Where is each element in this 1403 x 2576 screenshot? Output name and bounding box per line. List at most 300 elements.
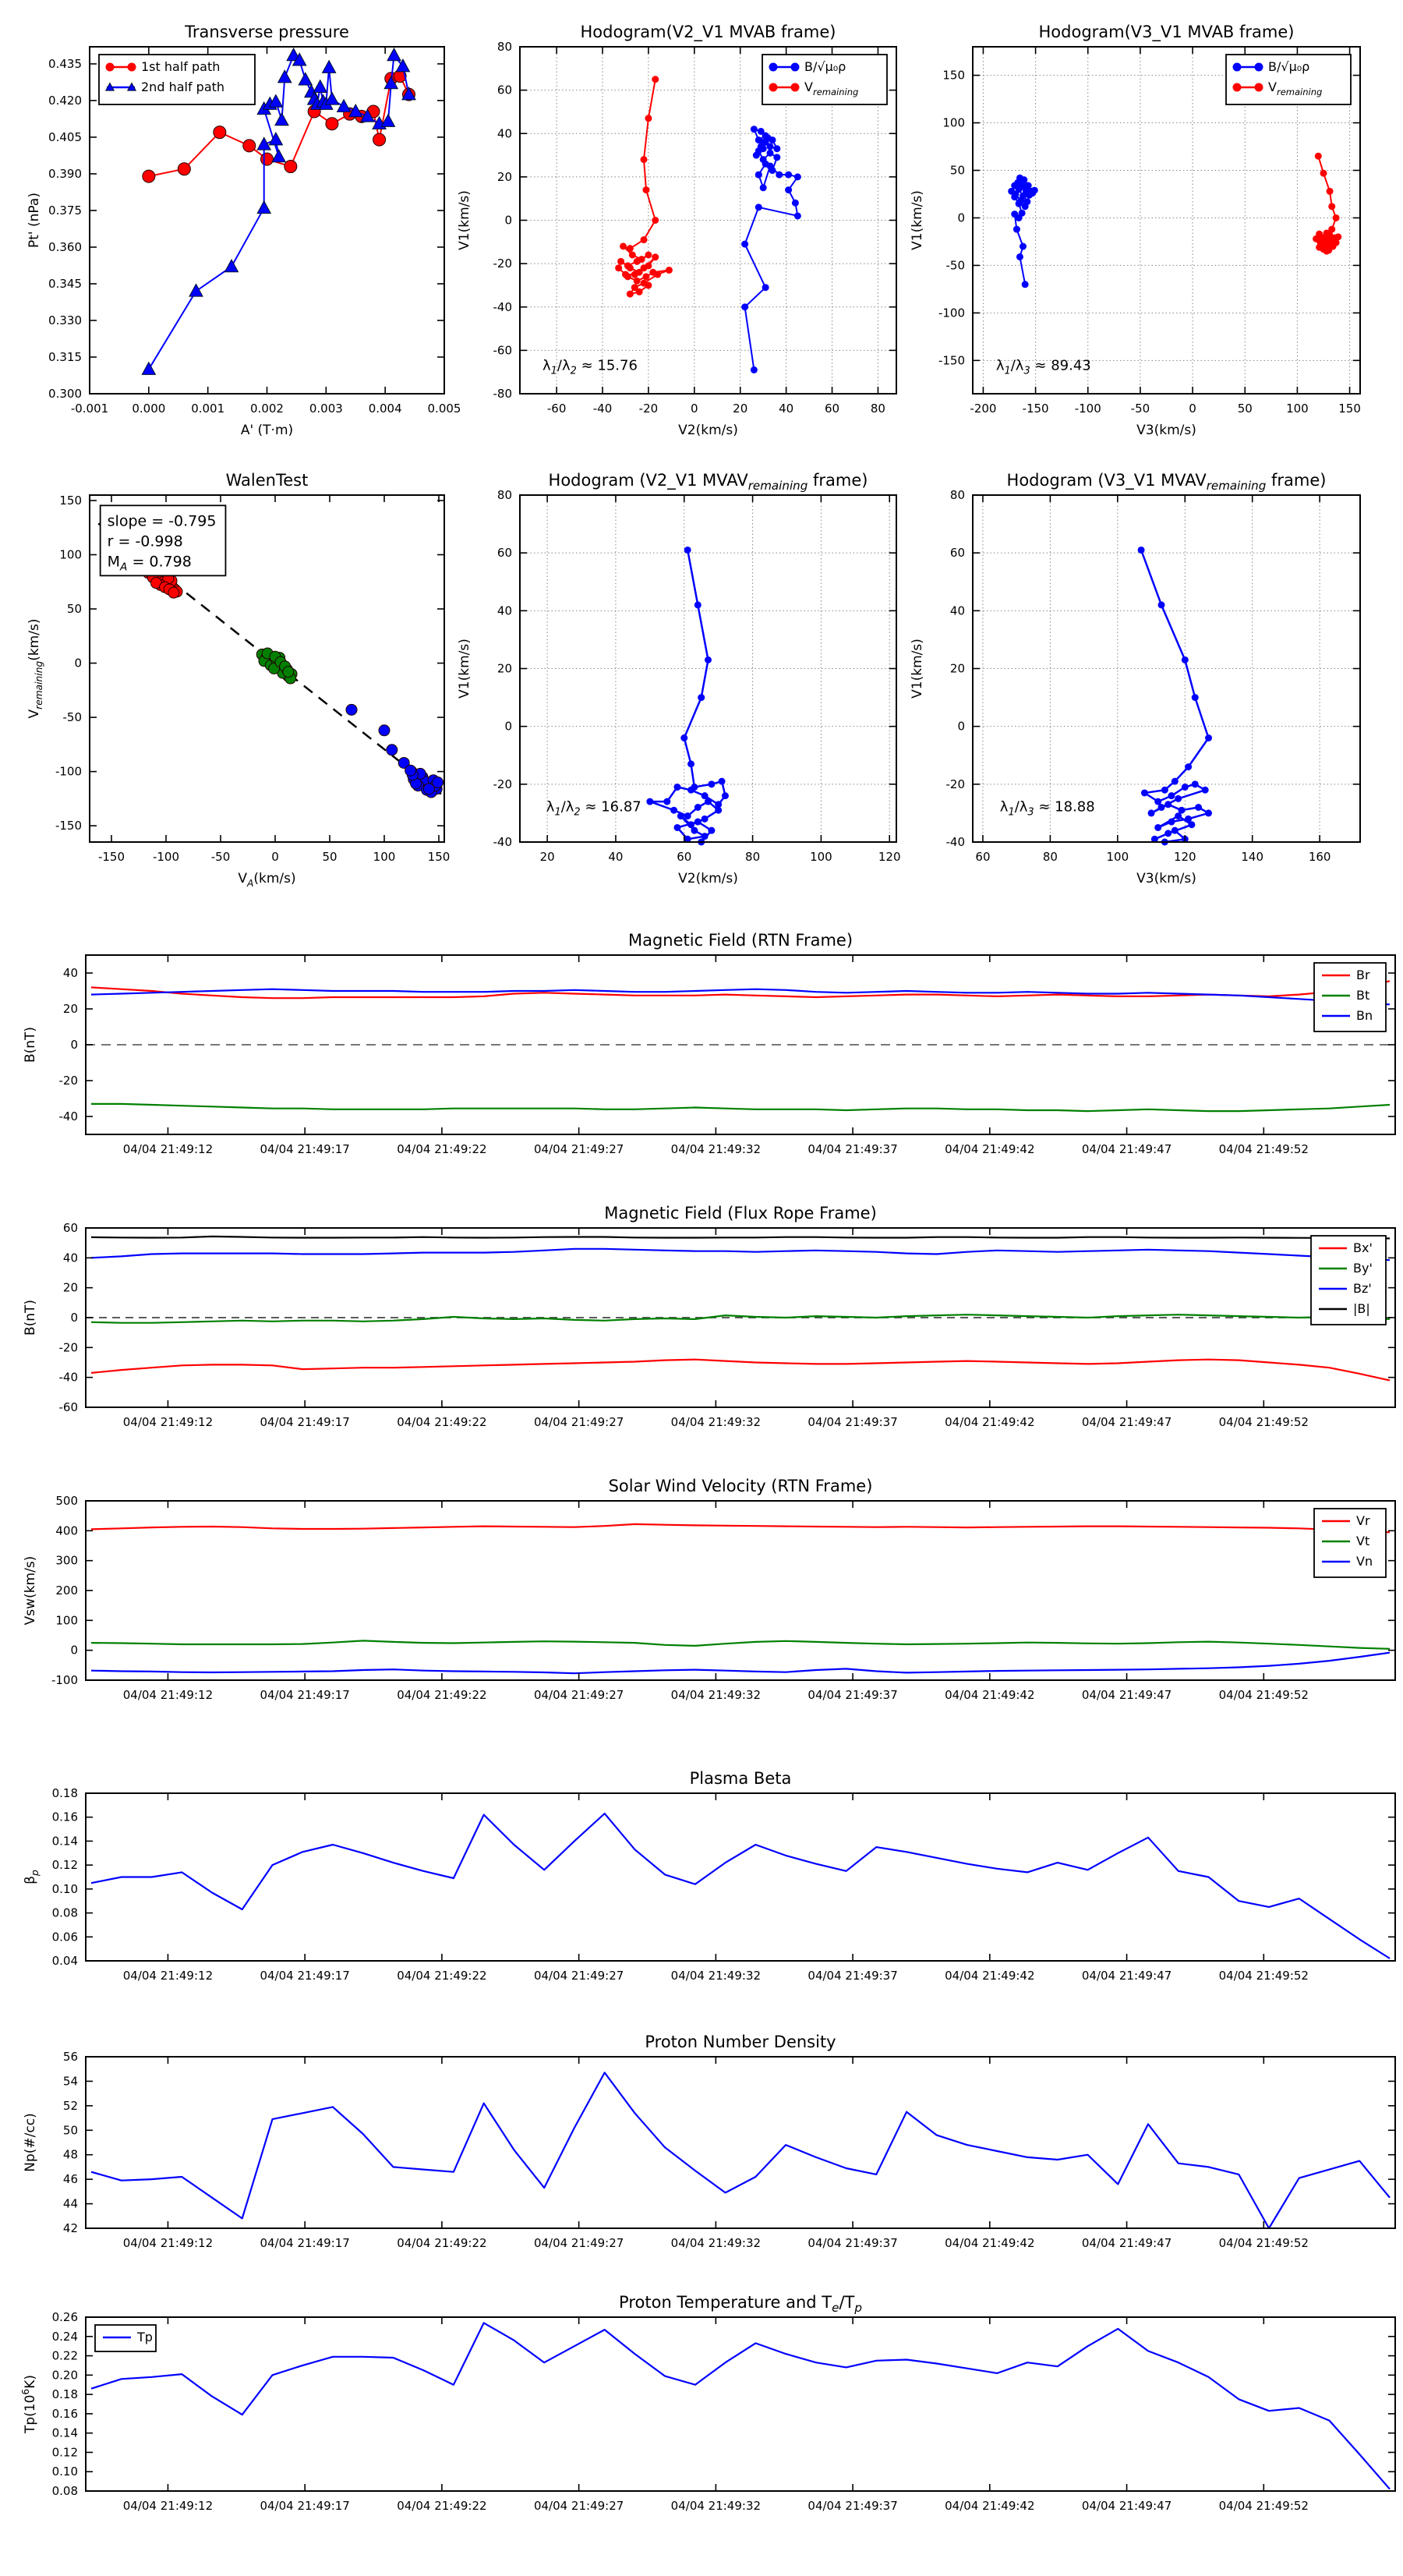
x-tick-label: 04/04 21:49:32	[670, 1142, 762, 1156]
y-tick-label: 60	[497, 83, 512, 97]
y-tick-label: 0	[70, 1643, 78, 1658]
x-tick-label: 04/04 21:49:22	[397, 1688, 487, 1702]
x-tick-label: 04/04 21:49:12	[122, 1688, 214, 1702]
y-tick-label: -40	[945, 835, 965, 849]
legend-box	[1314, 1509, 1386, 1577]
triangle-marker	[272, 150, 285, 162]
y-tick-label: 46	[62, 2172, 78, 2187]
y-tick-label: 0.420	[48, 93, 82, 108]
y-tick-label: -20	[493, 257, 512, 271]
y-tick-label: 80	[497, 40, 512, 54]
circle-marker	[642, 186, 649, 193]
y-axis-label: Np(#/cc)	[23, 2113, 38, 2172]
series-Vr	[91, 1524, 1390, 1532]
axes-box	[86, 2057, 1395, 2228]
circle-marker	[645, 115, 652, 122]
y-tick-label: 40	[949, 603, 965, 618]
circle-marker	[755, 172, 762, 179]
series-beta_p	[91, 1813, 1390, 1959]
x-axis-label: A' (T·m)	[240, 423, 294, 438]
y-tick-label: 48	[62, 2147, 78, 2162]
x-tick-label: 140	[1241, 850, 1264, 864]
x-tick-label: 0.000	[132, 402, 166, 416]
y-tick-label: 0	[70, 1311, 78, 1325]
y-tick-label: 0.16	[51, 2406, 78, 2421]
y-tick-label: -150	[55, 819, 82, 833]
legend-label: Bz'	[1353, 1281, 1372, 1296]
chart-title: Hodogram(V2_V1 MVAB frame)	[580, 23, 836, 41]
x-tick-label: 04/04 21:49:47	[1081, 2236, 1172, 2250]
annotation-text: $M_A = 0.798$	[107, 553, 192, 574]
circle-marker	[1138, 547, 1145, 554]
circle-marker	[634, 278, 641, 285]
y-tick-label: -50	[945, 258, 965, 273]
x-tick-label: 04/04 21:49:37	[808, 2499, 898, 2513]
chart-title: Hodogram(V3_V1 MVAB frame)	[1038, 23, 1295, 41]
circle-marker	[1016, 253, 1023, 260]
circle-marker	[624, 273, 631, 280]
y-axis-label: $V_{remaining}(km/s)$	[27, 618, 44, 719]
y-tick-label: -40	[58, 1109, 78, 1123]
triangle-marker	[278, 70, 292, 83]
circle-marker	[1023, 198, 1030, 205]
y-tick-label: 20	[497, 661, 512, 676]
triangle-marker	[257, 201, 270, 214]
x-tick-label: -60	[546, 402, 567, 416]
circle-marker	[741, 241, 748, 248]
y-axis-label: Vsw(km/s)	[23, 1555, 38, 1626]
circle-marker	[1148, 809, 1155, 816]
circle-marker	[680, 734, 687, 741]
series-Bx'	[91, 1360, 1390, 1381]
y-tick-label: 0.14	[51, 2426, 78, 2440]
circle-marker	[284, 161, 297, 173]
chart-title: Plasma Beta	[689, 1769, 792, 1788]
y-tick-label: 0	[957, 719, 965, 734]
x-tick-label: 04/04 21:49:32	[670, 1415, 762, 1429]
circle-marker	[1172, 778, 1179, 785]
triangle-marker	[142, 363, 155, 375]
y-tick-label: 0.24	[51, 2329, 78, 2344]
x-tick-label: 04/04 21:49:37	[808, 1415, 898, 1429]
x-tick-label: 04/04 21:49:27	[533, 1415, 624, 1429]
y-tick-label: 0.405	[48, 129, 82, 144]
y-tick-label: 150	[942, 68, 965, 83]
triangle-marker	[224, 260, 238, 272]
circle-marker	[776, 172, 783, 179]
legend-label: Tp	[137, 2330, 153, 2344]
circle-marker	[1205, 734, 1212, 741]
chart-title: Magnetic Field (Flux Rope Frame)	[604, 1204, 877, 1223]
circle-marker	[1020, 176, 1027, 183]
circle-marker	[722, 792, 729, 799]
circle-marker	[705, 656, 712, 663]
x-tick-label: 04/04 21:49:17	[260, 2236, 350, 2250]
x-tick-label: 04/04 21:49:12	[122, 1142, 214, 1156]
x-tick-label: 20	[733, 402, 748, 416]
x-tick-label: 0.001	[191, 402, 225, 416]
circle-marker	[708, 827, 715, 834]
circle-marker	[178, 163, 190, 175]
circle-marker	[1019, 210, 1026, 217]
circle-marker	[1164, 830, 1172, 837]
chart-title: Hodogram (V2_V1 $MVAV_{remaining}$ frame)	[548, 471, 868, 493]
x-tick-label: 04/04 21:49:22	[397, 2499, 487, 2513]
circle-marker	[755, 136, 762, 143]
circle-marker	[1320, 246, 1327, 253]
annotation-text: r = -0.998	[107, 533, 183, 550]
y-tick-label: 150	[59, 493, 82, 508]
annotation-text: $\lambda_1/\lambda_3 \approx 18.88$	[999, 798, 1095, 819]
x-tick-label: 120	[878, 850, 901, 864]
circle-marker	[1195, 804, 1202, 811]
x-axis-label: V2(km/s)	[678, 871, 738, 886]
y-tick-label: 50	[949, 163, 965, 178]
x-tick-label: 04/04 21:49:42	[945, 2236, 1035, 2250]
y-tick-label: 0.12	[51, 2445, 78, 2460]
circle-marker	[1320, 170, 1327, 177]
circle-marker	[283, 667, 294, 678]
annotation-text: $\lambda_1/\lambda_3 \approx 89.43$	[995, 357, 1091, 377]
y-tick-label: 0.345	[48, 276, 82, 291]
chart-walen-test	[27, 471, 450, 889]
circle-marker	[1031, 187, 1038, 194]
x-tick-label: 04/04 21:49:32	[670, 2236, 762, 2250]
triangle-marker	[275, 113, 288, 126]
circle-marker	[652, 253, 659, 260]
y-tick-label: -60	[493, 343, 512, 358]
circle-marker	[1141, 789, 1148, 796]
circle-marker	[1333, 214, 1340, 221]
x-tick-label: 80	[1042, 850, 1058, 864]
triangle-marker	[257, 137, 270, 150]
circle-marker	[1182, 656, 1189, 663]
x-tick-label: 04/04 21:49:17	[260, 1415, 350, 1429]
y-tick-label: 0.375	[48, 203, 82, 218]
x-tick-label: 100	[1106, 850, 1129, 864]
legend-label: 1st half path	[141, 59, 221, 74]
circle-marker	[684, 547, 691, 554]
circle-marker	[629, 252, 636, 259]
triangle-marker	[387, 48, 401, 61]
chart-title: WalenTest	[225, 471, 309, 490]
x-tick-label: 04/04 21:49:32	[670, 2499, 762, 2513]
x-tick-label: 0.004	[368, 402, 402, 416]
circle-marker	[691, 827, 698, 834]
x-tick-label: 04/04 21:49:17	[260, 1969, 350, 1983]
circle-marker	[641, 264, 648, 271]
circle-marker	[652, 217, 659, 224]
x-tick-label: 04/04 21:49:37	[808, 1142, 898, 1156]
y-axis-label: $\beta_p$	[23, 1870, 41, 1884]
circle-marker	[1161, 787, 1168, 794]
circle-marker	[1013, 226, 1020, 233]
chart-hodogram-v3v1-mvab	[910, 23, 1361, 438]
chart-hodogram-v3v1-mvav	[910, 471, 1360, 886]
x-tick-label: 04/04 21:49:17	[260, 2499, 350, 2513]
circle-marker	[1328, 203, 1335, 210]
chart-title: Proton Number Density	[645, 2033, 836, 2051]
x-tick-label: -20	[638, 402, 659, 416]
circle-marker	[1022, 281, 1029, 288]
y-tick-label: 50	[66, 602, 82, 617]
circle-marker	[634, 258, 641, 265]
y-tick-label: 0.22	[51, 2348, 78, 2363]
y-tick-label: 0	[504, 719, 512, 734]
y-axis-label: Pt' (nPa)	[27, 193, 42, 248]
legend-label: B/√μ₀ρ	[804, 59, 846, 74]
triangle-marker	[189, 284, 203, 296]
legend-label: Bt	[1356, 988, 1370, 1003]
circle-marker	[1327, 232, 1334, 239]
y-tick-label: -40	[493, 299, 512, 314]
y-tick-label: -50	[62, 710, 82, 725]
x-tick-label: 100	[373, 850, 396, 864]
y-tick-label: 42	[62, 2221, 78, 2235]
circle-marker	[143, 170, 155, 182]
y-tick-label: 300	[55, 1553, 78, 1568]
x-tick-label: 04/04 21:49:27	[533, 2236, 624, 2250]
circle-marker	[1327, 188, 1334, 195]
circle-marker	[719, 778, 726, 785]
circle-marker	[673, 784, 680, 791]
circle-marker	[1255, 83, 1263, 92]
chart-title: Proton Temperature and $T_e/T_p$	[619, 2293, 862, 2315]
x-tick-label: 04/04 21:49:52	[1218, 1142, 1309, 1156]
y-tick-label: 0.04	[51, 1954, 78, 1968]
annotation-text: $\lambda_1/\lambda_2 \approx 16.87$	[546, 798, 641, 819]
circle-marker	[1202, 787, 1209, 794]
circle-marker	[792, 200, 799, 207]
circle-marker	[715, 807, 722, 814]
y-axis-label: B(nT)	[23, 1299, 38, 1336]
circle-marker	[1158, 601, 1165, 608]
circle-marker	[677, 812, 684, 819]
y-tick-label: 40	[497, 603, 512, 618]
x-tick-label: 04/04 21:49:27	[533, 1969, 624, 1983]
circle-marker	[673, 824, 680, 831]
x-tick-label: 04/04 21:49:27	[533, 1688, 624, 1702]
y-tick-label: 20	[62, 1002, 78, 1016]
circle-marker	[741, 303, 748, 310]
circle-marker	[654, 271, 661, 278]
circle-marker	[760, 156, 767, 163]
y-tick-label: 60	[497, 546, 512, 561]
x-tick-label: 04/04 21:49:47	[1081, 2499, 1172, 2513]
circle-marker	[645, 281, 652, 288]
x-tick-label: 04/04 21:49:37	[808, 1969, 898, 1983]
y-tick-label: 0.20	[51, 2368, 78, 2383]
legend-label: Vt	[1356, 1534, 1370, 1548]
y-axis-label: V1(km/s)	[457, 639, 472, 699]
circle-marker	[1331, 237, 1338, 244]
chart-transverse-pressure	[27, 23, 461, 438]
circle-marker	[168, 587, 179, 598]
circle-marker	[627, 264, 634, 271]
chart-hodogram-v2v1-mvab	[457, 23, 896, 438]
circle-marker	[617, 258, 624, 265]
circle-marker	[694, 819, 702, 826]
series-|B|	[91, 1237, 1390, 1239]
x-tick-label: 80	[745, 850, 761, 864]
y-tick-label: 56	[62, 2050, 78, 2064]
x-tick-label: -100	[1074, 402, 1101, 416]
x-tick-label: 04/04 21:49:27	[533, 2499, 624, 2513]
y-tick-label: 20	[949, 661, 965, 676]
circle-marker	[214, 126, 226, 139]
x-tick-label: 04/04 21:49:32	[670, 1688, 762, 1702]
circle-marker	[645, 252, 652, 259]
circle-marker	[1175, 795, 1182, 802]
triangle-marker	[313, 80, 327, 93]
y-tick-label: -20	[945, 777, 965, 791]
legend-label: $V_{remaining}$	[804, 80, 859, 97]
circle-marker	[128, 63, 136, 72]
x-tick-label: 04/04 21:49:47	[1081, 1688, 1172, 1702]
x-tick-label: 60	[677, 850, 692, 864]
chart-proton-temperature	[20, 2293, 1395, 2513]
y-tick-label: 0.18	[51, 1786, 78, 1800]
circle-marker	[698, 694, 705, 701]
chart-title: Magnetic Field (RTN Frame)	[627, 931, 853, 950]
circle-marker	[708, 780, 715, 787]
y-tick-label: 100	[942, 115, 965, 130]
circle-marker	[755, 203, 762, 211]
circle-marker	[379, 725, 390, 736]
x-tick-label: 04/04 21:49:52	[1218, 1969, 1309, 1983]
circle-marker	[694, 804, 702, 811]
chart-title: Transverse pressure	[185, 23, 349, 41]
x-tick-label: 04/04 21:49:12	[122, 2499, 214, 2513]
chart-plasma-beta	[23, 1769, 1395, 1983]
circle-marker	[1255, 63, 1263, 72]
x-tick-label: 0	[1189, 402, 1196, 416]
circle-marker	[615, 264, 622, 271]
legend-label: 2nd half path	[141, 80, 225, 94]
y-tick-label: -80	[493, 387, 512, 401]
circle-marker	[666, 267, 673, 274]
triangle-marker	[323, 61, 336, 73]
circle-marker	[1164, 801, 1172, 808]
circle-marker	[243, 140, 256, 152]
circle-marker	[760, 184, 767, 191]
circle-marker	[785, 186, 792, 193]
y-tick-label: 500	[55, 1494, 78, 1508]
y-tick-label: 40	[62, 1251, 78, 1265]
circle-marker	[620, 242, 627, 249]
circle-marker	[762, 139, 769, 146]
circle-marker	[433, 777, 444, 788]
y-tick-label: 0	[74, 656, 82, 671]
y-axis-label: B(nT)	[23, 1026, 38, 1063]
y-tick-label: -100	[51, 1673, 78, 1687]
series-Tp	[91, 2323, 1390, 2489]
circle-marker	[794, 173, 801, 180]
x-tick-label: 04/04 21:49:47	[1081, 1969, 1172, 1983]
x-axis-label: V3(km/s)	[1136, 423, 1196, 438]
x-tick-label: 04/04 21:49:12	[122, 1969, 214, 1983]
x-tick-label: 20	[539, 850, 555, 864]
series-Bz'	[91, 1249, 1390, 1260]
chart-magnetic-field-rtn	[23, 931, 1395, 1156]
circle-marker	[1185, 763, 1192, 770]
series-By'	[91, 1315, 1390, 1323]
circle-marker	[652, 76, 659, 83]
circle-marker	[261, 153, 274, 165]
x-tick-label: -100	[152, 850, 180, 864]
circle-marker	[642, 273, 649, 280]
legend-label: Vn	[1356, 1554, 1373, 1569]
y-tick-label: 20	[497, 169, 512, 184]
annotation-text: $\lambda_1/\lambda_2 \approx 15.76$	[542, 357, 638, 377]
circle-marker	[694, 601, 702, 608]
x-tick-label: 04/04 21:49:42	[945, 2499, 1035, 2513]
circle-marker	[1175, 812, 1182, 819]
triangle-marker	[299, 73, 312, 85]
circle-marker	[670, 807, 677, 814]
y-tick-label: 0.330	[48, 313, 82, 327]
x-tick-label: -0.001	[70, 402, 109, 416]
circle-marker	[762, 284, 769, 291]
circle-marker	[106, 63, 115, 72]
circle-marker	[346, 704, 357, 715]
y-tick-label: -60	[58, 1400, 78, 1414]
x-tick-label: 0.002	[250, 402, 284, 416]
x-tick-label: 04/04 21:49:12	[122, 1415, 214, 1429]
legend-label: Vr	[1356, 1513, 1370, 1528]
x-tick-label: 120	[1173, 850, 1196, 864]
circle-marker	[773, 154, 780, 161]
chart-title: Solar Wind Velocity (RTN Frame)	[608, 1477, 873, 1495]
x-axis-label: V3(km/s)	[1136, 871, 1196, 886]
x-tick-label: 04/04 21:49:52	[1218, 1415, 1309, 1429]
x-tick-label: 0	[271, 850, 279, 864]
x-tick-label: 04/04 21:49:52	[1218, 2499, 1309, 2513]
circle-marker	[373, 133, 386, 146]
x-tick-label: 04/04 21:49:22	[397, 1969, 487, 1983]
circle-marker	[794, 212, 801, 219]
circle-marker	[1315, 153, 1322, 160]
circle-marker	[641, 156, 648, 163]
x-tick-label: 150	[1338, 402, 1361, 416]
circle-marker	[326, 118, 338, 130]
y-tick-label: 60	[949, 546, 965, 561]
circle-marker	[769, 63, 778, 72]
x-tick-label: 04/04 21:49:17	[260, 1142, 350, 1156]
x-tick-label: 40	[779, 402, 794, 416]
circle-marker	[791, 63, 800, 72]
circle-marker	[769, 83, 778, 92]
y-tick-label: 200	[55, 1583, 78, 1598]
y-tick-label: -40	[58, 1370, 78, 1385]
x-tick-label: 0	[691, 402, 698, 416]
axes-box	[86, 1793, 1395, 1961]
x-tick-label: 150	[427, 850, 451, 864]
circle-marker	[1233, 83, 1242, 92]
y-tick-label: -20	[493, 777, 512, 791]
annotation-text: slope = -0.795	[107, 512, 217, 530]
legend-label: Bx'	[1353, 1240, 1373, 1255]
chart-solar-wind-velocity	[23, 1477, 1395, 1702]
circle-marker	[1233, 63, 1242, 72]
circle-marker	[684, 812, 691, 819]
axes-box	[86, 2317, 1395, 2491]
circle-marker	[1313, 235, 1320, 242]
circle-marker	[387, 745, 398, 755]
y-tick-label: -40	[493, 835, 512, 849]
circle-marker	[767, 150, 774, 157]
x-tick-label: 40	[608, 850, 624, 864]
